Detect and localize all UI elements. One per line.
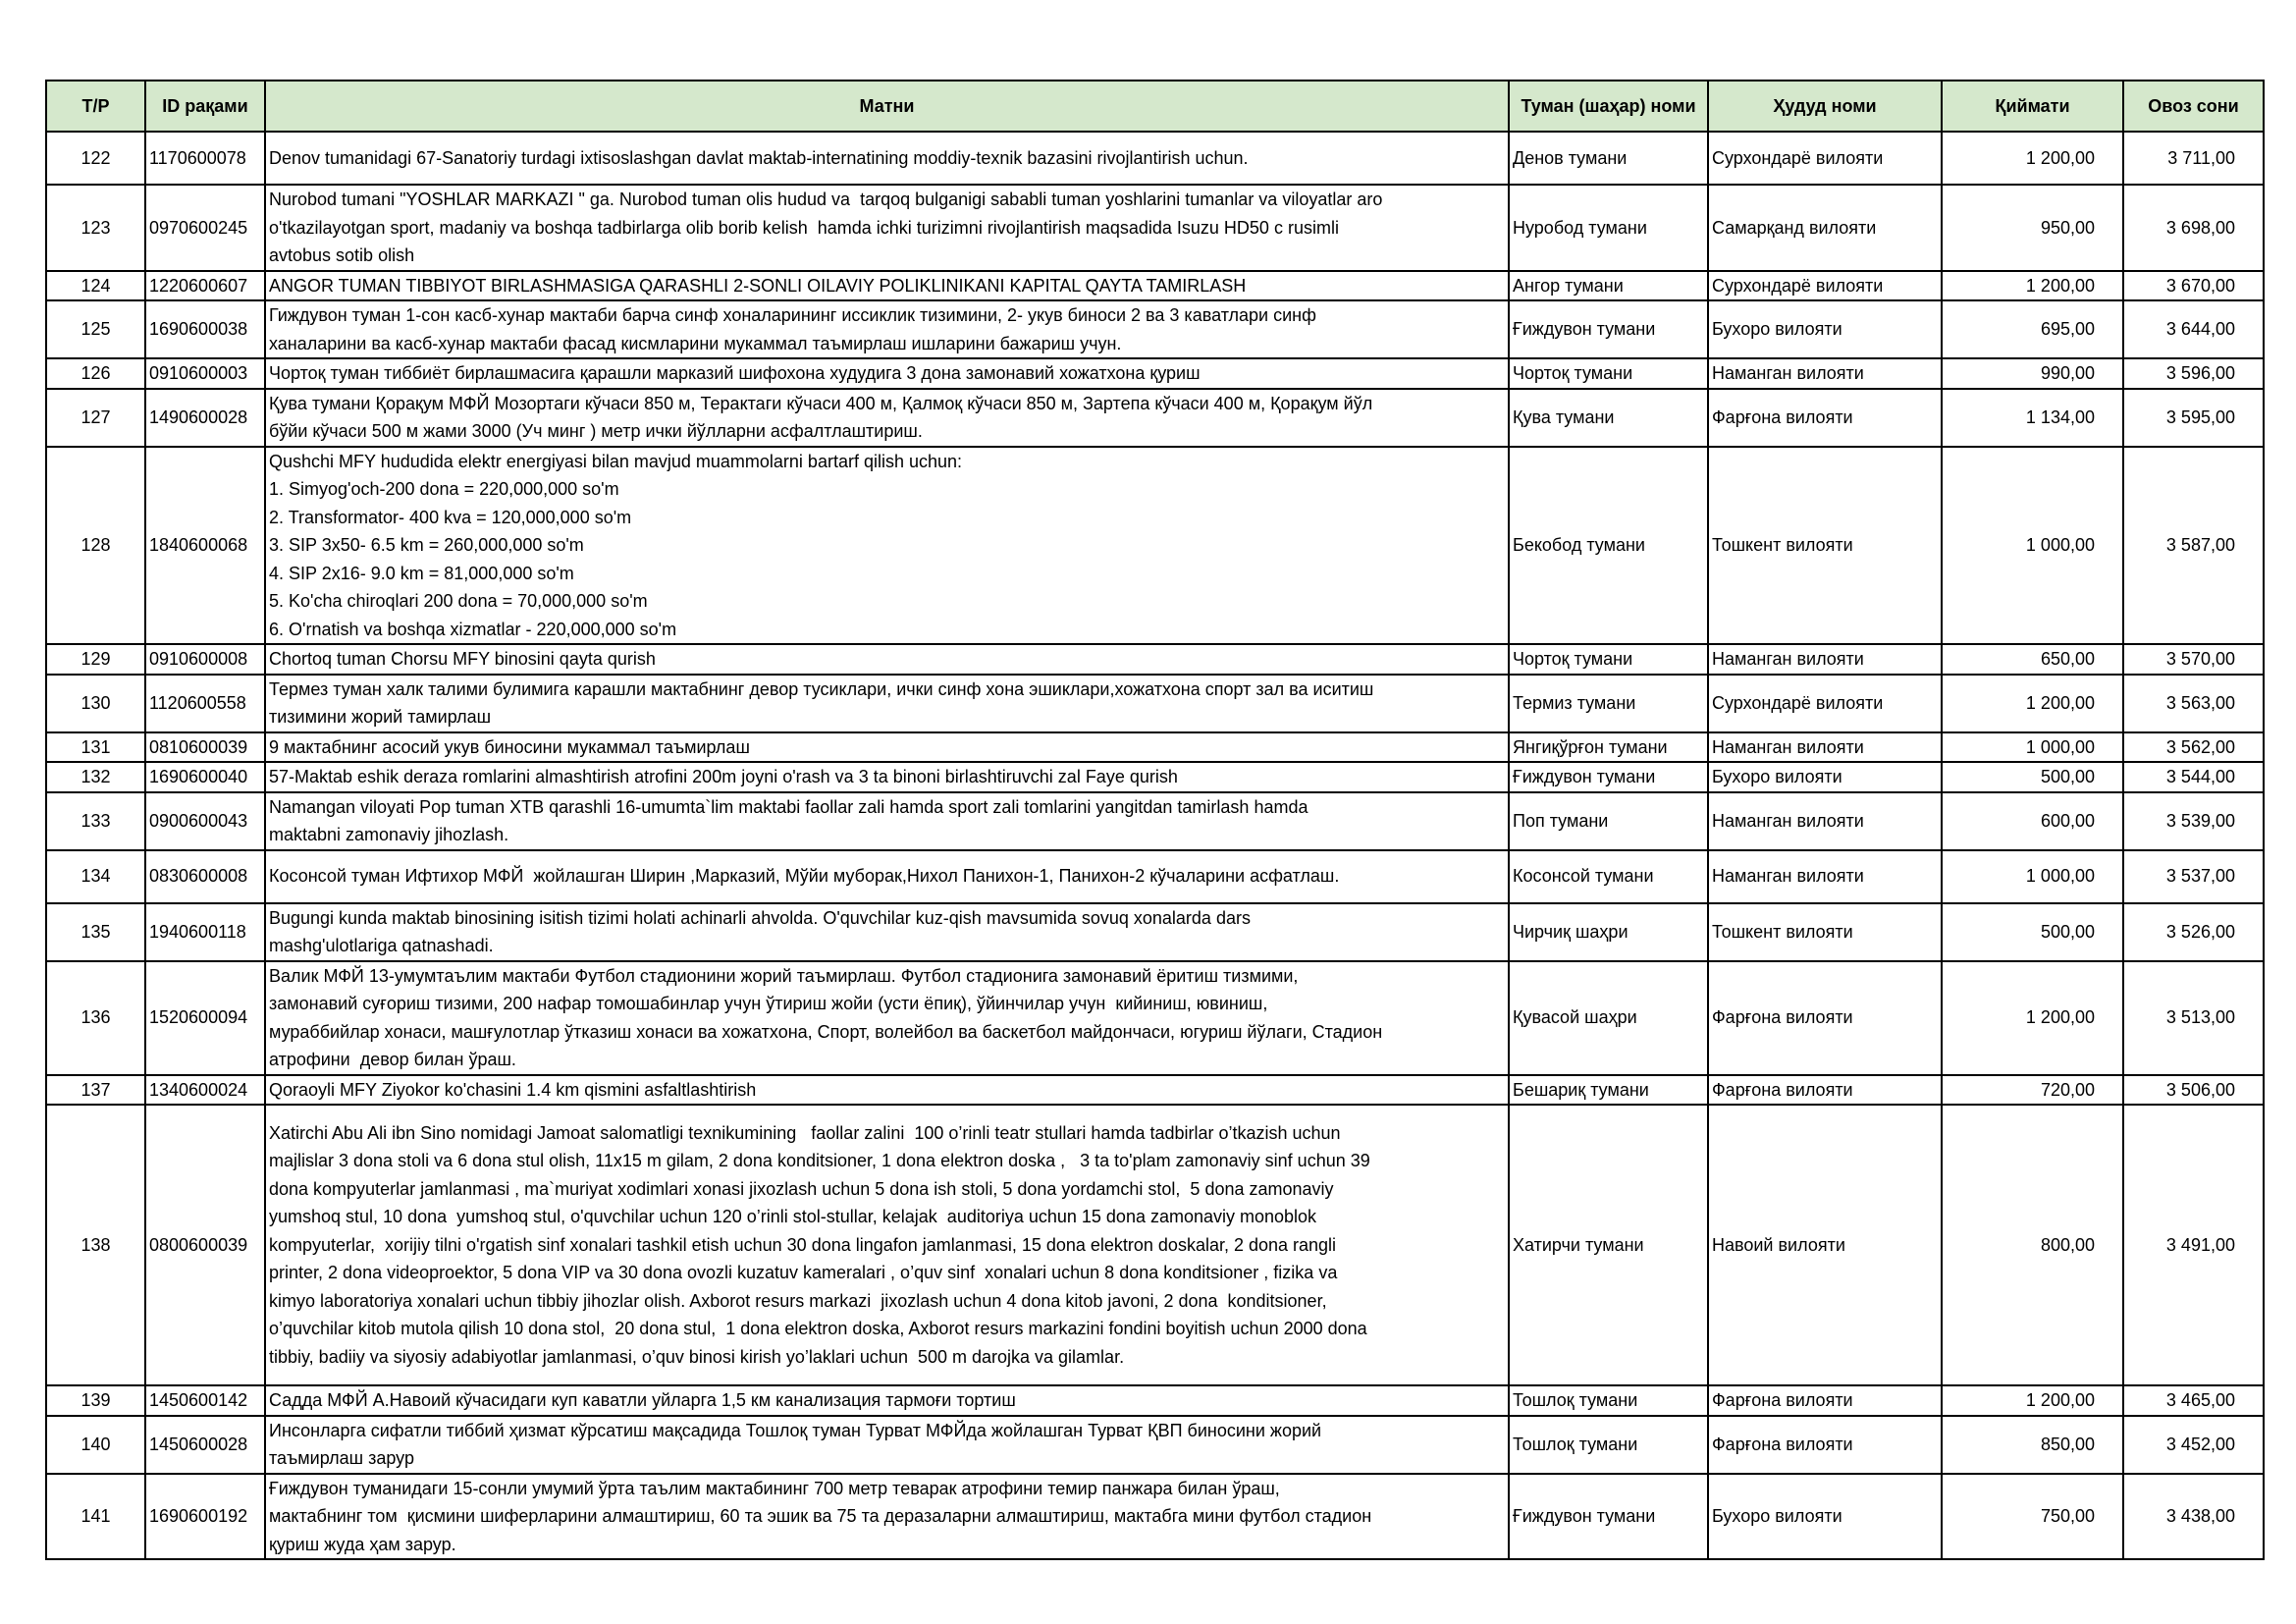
header-text: Матни <box>265 81 1509 132</box>
cell-id: 1690600040 <box>145 762 265 792</box>
cell-region: Наманган вилояти <box>1708 792 1942 850</box>
cell-text: Denov tumanidagi 67-Sanatoriy turdagi ixtisoslashgan davlat maktab-internatining moddiy-texnik bazasini rivojlantirish uchun. <box>265 132 1509 185</box>
cell-tp: 128 <box>46 447 145 645</box>
header-tp: Т/Р <box>46 81 145 132</box>
cell-votes: 3 670,00 <box>2123 271 2264 301</box>
cell-district: Ғиждувон тумани <box>1509 762 1708 792</box>
cell-votes: 3 596,00 <box>2123 358 2264 389</box>
cell-tp: 124 <box>46 271 145 301</box>
cell-district: Чирчиқ шаҳри <box>1509 903 1708 961</box>
cell-id: 1490600028 <box>145 389 265 447</box>
cell-text: Инсонларга сифатли тиббий ҳизмат кўрсатиш мақсадида Тошлоқ туман Турват МФЙда жойлашган Турват ҚВП биносини жорий таъмирлаш зарур <box>265 1416 1509 1474</box>
cell-id: 0900600043 <box>145 792 265 850</box>
cell-text: Косонсой туман Ифтихор МФЙ жойлашган Ширин ,Марказий, Мўйи муборак,Нихол Панихон-1, Панихон-2 кўчаларини асфатлаш. <box>265 850 1509 903</box>
cell-district: Қува тумани <box>1509 389 1708 447</box>
cell-district: Хатирчи тумани <box>1509 1105 1708 1385</box>
cell-region: Сурхондарё вилояти <box>1708 271 1942 301</box>
cell-value: 600,00 <box>1942 792 2123 850</box>
cell-text: Садда МФЙ А.Навоий кўчасидаги куп каватли уйларга 1,5 км канализация тармоғи тортиш <box>265 1385 1509 1416</box>
cell-votes: 3 544,00 <box>2123 762 2264 792</box>
table-row <box>46 961 2264 1075</box>
cell-value: 1 200,00 <box>1942 271 2123 301</box>
table-row <box>46 1075 2264 1106</box>
cell-region: Фарғона вилояти <box>1708 389 1942 447</box>
cell-value: 720,00 <box>1942 1075 2123 1106</box>
cell-tp: 137 <box>46 1075 145 1106</box>
cell-id: 1450600028 <box>145 1416 265 1474</box>
cell-district: Чортоқ тумани <box>1509 358 1708 389</box>
header-region: Ҳудуд номи <box>1708 81 1942 132</box>
cell-id: 1940600118 <box>145 903 265 961</box>
cell-region: Сурхондарё вилояти <box>1708 132 1942 185</box>
cell-value: 500,00 <box>1942 903 2123 961</box>
cell-region: Наманган вилояти <box>1708 732 1942 763</box>
header-votes: Овоз сони <box>2123 81 2264 132</box>
cell-value: 1 134,00 <box>1942 389 2123 447</box>
cell-tp: 135 <box>46 903 145 961</box>
cell-votes: 3 506,00 <box>2123 1075 2264 1106</box>
cell-tp: 127 <box>46 389 145 447</box>
cell-text: 57-Maktab eshik deraza romlarini almashtirish atrofini 200m joyni o'rash va 3 ta binoni birlashtiruvchi zal Faye qurish <box>265 762 1509 792</box>
cell-tp: 125 <box>46 300 145 358</box>
cell-value: 650,00 <box>1942 644 2123 675</box>
cell-district: Қувасой шаҳри <box>1509 961 1708 1075</box>
cell-votes: 3 563,00 <box>2123 675 2264 732</box>
cell-tp: 131 <box>46 732 145 763</box>
cell-region: Навоий вилояти <box>1708 1105 1942 1385</box>
table-row <box>46 132 2264 185</box>
table-row <box>46 271 2264 301</box>
cell-votes: 3 570,00 <box>2123 644 2264 675</box>
cell-id: 0910600008 <box>145 644 265 675</box>
cell-value: 1 000,00 <box>1942 447 2123 645</box>
cell-votes: 3 438,00 <box>2123 1474 2264 1560</box>
cell-value: 695,00 <box>1942 300 2123 358</box>
cell-tp: 140 <box>46 1416 145 1474</box>
cell-district: Тошлоқ тумани <box>1509 1385 1708 1416</box>
cell-id: 1690600192 <box>145 1474 265 1560</box>
cell-value: 990,00 <box>1942 358 2123 389</box>
header-row <box>46 81 2264 132</box>
cell-region: Фарғона вилояти <box>1708 1416 1942 1474</box>
cell-text: 9 мактабнинг асосий укув биносини мукаммал таъмирлаш <box>265 732 1509 763</box>
cell-text: Қува тумани Қорақум МФЙ Мозортаги кўчаси 850 м, Терактаги кўчаси 400 м, Қалмоқ кўчаси 850 м, Зартепа кўчаси 400 м, Қорақум йўл бўйи кўчаси 500 м жами 3000 (Уч минг ) метр ички йўлларни асфалтлаштириш. <box>265 389 1509 447</box>
cell-id: 0830600008 <box>145 850 265 903</box>
cell-value: 950,00 <box>1942 185 2123 271</box>
cell-district: Бешариқ тумани <box>1509 1075 1708 1106</box>
cell-text: Термез туман халк талими булимига карашли мактабнинг девор тусиклари, ички синф хона эшиклари,хожатхона спорт зал ва иситиш тизимини жорий тамирлаш <box>265 675 1509 732</box>
cell-text: Nurobod tumani "YOSHLAR MARKAZI " ga. Nurobod tuman olis hudud va tarqoq bulganigi sababli tuman yoshlarini tumanlar va viloyatlar aro o'tkazilayotgan sport, madaniy va boshqa tadbirlarga olib borib kelish hamda ichki turizimni rivojlantirish maqsadida Isuzu HD50 c rusimli avtobus sotib olish <box>265 185 1509 271</box>
table-row <box>46 358 2264 389</box>
cell-id: 1120600558 <box>145 675 265 732</box>
cell-region: Бухоро вилояти <box>1708 762 1942 792</box>
cell-district: Ангор тумани <box>1509 271 1708 301</box>
table-row <box>46 447 2264 645</box>
table-row <box>46 903 2264 961</box>
cell-district: Янгиқўрғон тумани <box>1509 732 1708 763</box>
cell-votes: 3 711,00 <box>2123 132 2264 185</box>
table-row <box>46 1474 2264 1560</box>
projects-table <box>45 80 2265 1560</box>
table-row <box>46 1105 2264 1385</box>
cell-id: 0810600039 <box>145 732 265 763</box>
cell-district: Поп тумани <box>1509 792 1708 850</box>
cell-id: 1450600142 <box>145 1385 265 1416</box>
cell-district: Термиз тумани <box>1509 675 1708 732</box>
cell-tp: 130 <box>46 675 145 732</box>
cell-text: Xatirchi Abu Ali ibn Sino nomidagi Jamoat salomatligi texnikumining faollar zalini 100 o’rinli teatr stullari hamda tadbirlar o’tkazish uchun majlislar 3 dona stoli va 6 dona stul olish, 11x15 m gilam, 2 dona konditsioner, 1 dona elektron doska , 3 ta to'plam zamonaviy sinf uchun 39 dona kompyuterlar jamlanmasi , ma`muriyat xodimlari xonasi jixozlash uchun 5 dona ish stoli, 5 dona yordamchi stol, 5 dona zamonaviy yumshoq stul, 10 dona yumshoq stul, o'quvchilar uchun 120 o’rinli stol-stullar, kelajak auditoriya uchun 15 dona zamonaviy monoblok kompyuterlar, xorijiy tilni o'rgatish sinf xonalari tashkil etish uchun 30 dona lingafon jamlanmasi, 15 dona elektron doskalar, 2 dona rangli printer, 2 dona videoproektor, 5 dona VIP va 30 dona ovozli kuzatuv kameralari , o’quv sinf xonalari uchun 8 dona konditsioner , fizika va kimyo laboratoriya xonalari uchun tibbiy jihozlar olish. Axborot resurs markazi jixozlash uchun 4 dona kitob javoni, 2 dona konditsioner, o’quvchilar kitob mutola qilish 10 dona stol, 20 dona stul, 1 dona elektron doska, Axborot resurs markazini fondini boyitish uchun 2000 dona tibbiy, badiiy va siyosiy adabiyotlar jamlanmasi, o’quv binosi kirish yo’laklari uchun 500 m darojka va gilamlar. <box>265 1105 1509 1385</box>
cell-region: Фарғона вилояти <box>1708 1075 1942 1106</box>
cell-id: 1520600094 <box>145 961 265 1075</box>
table-row <box>46 185 2264 271</box>
cell-text: ANGOR TUMAN TIBBIYOT BIRLASHMASIGA QARASHLI 2-SONLI OILAVIY POLIKLINIKANI KAPITAL QAYTA TAMIRLASH <box>265 271 1509 301</box>
cell-tp: 126 <box>46 358 145 389</box>
cell-votes: 3 595,00 <box>2123 389 2264 447</box>
cell-region: Фарғона вилояти <box>1708 961 1942 1075</box>
cell-votes: 3 491,00 <box>2123 1105 2264 1385</box>
cell-votes: 3 452,00 <box>2123 1416 2264 1474</box>
cell-text: Bugungi kunda maktab binosining isitish tizimi holati achinarli ahvolda. O'quvchilar kuz-qish mavsumida sovuq xonalarda dars mashg'ulotlariga qatnashadi. <box>265 903 1509 961</box>
table-row <box>46 792 2264 850</box>
cell-text: Qoraoyli MFY Ziyokor ko'chasini 1.4 km qismini asfaltlashtirish <box>265 1075 1509 1106</box>
cell-votes: 3 513,00 <box>2123 961 2264 1075</box>
cell-district: Ғиждувон тумани <box>1509 1474 1708 1560</box>
table-row <box>46 300 2264 358</box>
header-value: Қиймати <box>1942 81 2123 132</box>
cell-district: Бекобод тумани <box>1509 447 1708 645</box>
cell-text: Ғиждувон туманидаги 15-сонли умумий ўрта таълим мактабининг 700 метр теварак атрофини темир панжара билан ўраш, мактабнинг том қисмини шиферларини алмаштириш, 60 та эшик ва 75 та деразаларни алмаштириш, мактабга мини футбол стадион қуриш жуда ҳам зарур. <box>265 1474 1509 1560</box>
table-row <box>46 850 2264 903</box>
cell-value: 1 200,00 <box>1942 675 2123 732</box>
cell-district: Нуробод тумани <box>1509 185 1708 271</box>
cell-tp: 122 <box>46 132 145 185</box>
cell-text: Namangan viloyati Pop tuman XTB qarashli 16-umumta`lim maktabi faollar zali hamda sport zali tomlarini yangitdan tamirlash hamda maktabni zamonaviy jihozlash. <box>265 792 1509 850</box>
cell-votes: 3 587,00 <box>2123 447 2264 645</box>
cell-tp: 134 <box>46 850 145 903</box>
cell-tp: 141 <box>46 1474 145 1560</box>
table-row <box>46 644 2264 675</box>
cell-region: Фарғона вилояти <box>1708 1385 1942 1416</box>
cell-id: 0800600039 <box>145 1105 265 1385</box>
cell-id: 1170600078 <box>145 132 265 185</box>
cell-region: Бухоро вилояти <box>1708 1474 1942 1560</box>
cell-district: Денов тумани <box>1509 132 1708 185</box>
cell-value: 1 000,00 <box>1942 732 2123 763</box>
cell-tp: 133 <box>46 792 145 850</box>
cell-region: Наманган вилояти <box>1708 358 1942 389</box>
cell-tp: 129 <box>46 644 145 675</box>
cell-id: 0970600245 <box>145 185 265 271</box>
cell-id: 0910600003 <box>145 358 265 389</box>
cell-votes: 3 562,00 <box>2123 732 2264 763</box>
cell-region: Сурхондарё вилояти <box>1708 675 1942 732</box>
cell-tp: 136 <box>46 961 145 1075</box>
cell-value: 1 200,00 <box>1942 1385 2123 1416</box>
cell-id: 1690600038 <box>145 300 265 358</box>
table-row <box>46 762 2264 792</box>
cell-text: Гиждувон туман 1-сон касб-хунар мактаби барча синф хоналарининг иссиклик тизимини, 2- укув биноси 2 ва 3 каватлари синф ханаларини ва касб-хунар мактаби фасад кисмларини мукаммал таъмирлаш ишларини бажариш учун. <box>265 300 1509 358</box>
cell-value: 1 200,00 <box>1942 961 2123 1075</box>
cell-value: 850,00 <box>1942 1416 2123 1474</box>
cell-votes: 3 537,00 <box>2123 850 2264 903</box>
cell-region: Самарқанд вилояти <box>1708 185 1942 271</box>
table-row <box>46 675 2264 732</box>
cell-votes: 3 465,00 <box>2123 1385 2264 1416</box>
cell-region: Тошкент вилояти <box>1708 903 1942 961</box>
cell-votes: 3 644,00 <box>2123 300 2264 358</box>
cell-region: Наманган вилояти <box>1708 850 1942 903</box>
cell-value: 1 000,00 <box>1942 850 2123 903</box>
cell-region: Бухоро вилояти <box>1708 300 1942 358</box>
cell-district: Чортоқ тумани <box>1509 644 1708 675</box>
cell-district: Тошлоқ тумани <box>1509 1416 1708 1474</box>
cell-tp: 139 <box>46 1385 145 1416</box>
table-row <box>46 732 2264 763</box>
cell-text: Chortoq tuman Chorsu MFY binosini qayta qurish <box>265 644 1509 675</box>
cell-text: Чортоқ туман тиббиёт бирлашмасига қарашли марказий шифохона худудига 3 дона замонавий хожатхона қуриш <box>265 358 1509 389</box>
cell-value: 800,00 <box>1942 1105 2123 1385</box>
cell-id: 1220600607 <box>145 271 265 301</box>
cell-value: 500,00 <box>1942 762 2123 792</box>
cell-id: 1840600068 <box>145 447 265 645</box>
header-id: ID рақами <box>145 81 265 132</box>
cell-tp: 123 <box>46 185 145 271</box>
cell-value: 1 200,00 <box>1942 132 2123 185</box>
cell-value: 750,00 <box>1942 1474 2123 1560</box>
cell-text: Qushchi MFY hududida elektr energiyasi bilan mavjud muammolarni bartarf qilish uchun: 1. Simyog'och-200 dona = 220,000,000 so'm 2. Transformator- 400 kva = 120,000,000 so'm 3. SIP 3x50- 6.5 km = 260,000,000 so'm 4. SIP 2x16- 9.0 km = 81,000,000 so'm 5. Ko'cha chiroqlari 200 dona = 70,000,000 so'm 6. O'rnatish va boshqa xizmatlar - 220,000,000 so'm <box>265 447 1509 645</box>
table-row <box>46 1416 2264 1474</box>
cell-district: Косонсой тумани <box>1509 850 1708 903</box>
cell-region: Наманган вилояти <box>1708 644 1942 675</box>
table-row <box>46 1385 2264 1416</box>
cell-votes: 3 698,00 <box>2123 185 2264 271</box>
cell-votes: 3 526,00 <box>2123 903 2264 961</box>
cell-text: Валик МФЙ 13-умумтаълим мактаби Футбол стадионини жорий таъмирлаш. Футбол стадионига замонавий ёритиш тизмими, замонавий суғориш тизими, 200 нафар томошабинлар учун ўтириш жойи (усти ёпиқ), ўйинчилар учун кийиниш, ювиниш, мураббийлар хонаси, машғулотлар ўтказиш хонаси ва хожатхона, Спорт, волейбол ва баскетбол майдончаси, югуриш йўлаги, Стадион атрофини девор билан ўраш. <box>265 961 1509 1075</box>
cell-region: Тошкент вилояти <box>1708 447 1942 645</box>
cell-votes: 3 539,00 <box>2123 792 2264 850</box>
table-row <box>46 389 2264 447</box>
header-district: Туман (шаҳар) номи <box>1509 81 1708 132</box>
cell-tp: 138 <box>46 1105 145 1385</box>
cell-id: 1340600024 <box>145 1075 265 1106</box>
cell-tp: 132 <box>46 762 145 792</box>
cell-district: Ғиждувон тумани <box>1509 300 1708 358</box>
